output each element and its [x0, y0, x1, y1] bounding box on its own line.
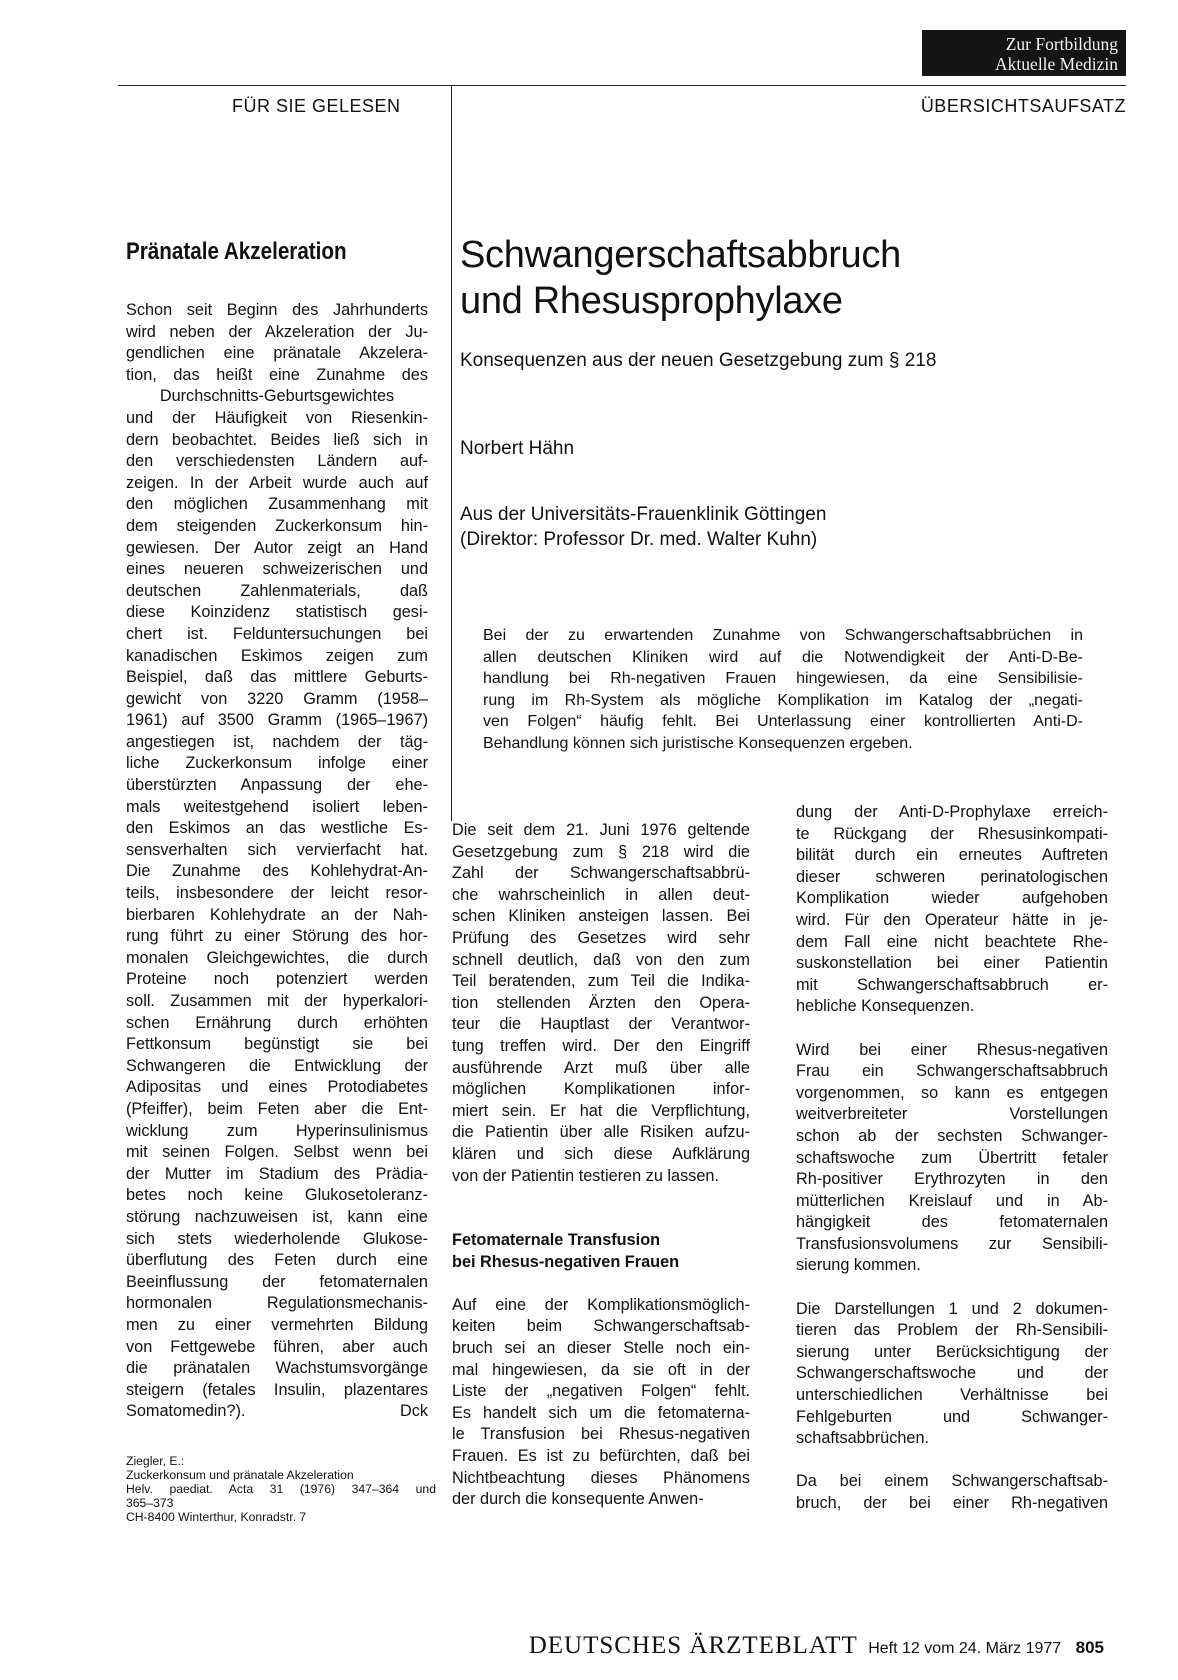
affiliation-line-2: (Direktor: Professor Dr. med. Walter Kuhn): [460, 529, 818, 550]
sidebar-line: Beeinflussung der fetomaternalen: [126, 1272, 428, 1291]
column-1-line: tion stellenden Ärzten den Opera-: [452, 993, 750, 1012]
column-2-line: tieren das Problem der Rh-Sensibili-: [796, 1321, 1108, 1340]
sidebar-line: hormonalen Regulationsmechanis-: [126, 1294, 428, 1313]
article-title-line-2: und Rhesusprophylaxe: [460, 280, 843, 322]
column-2-line: Frau ein Schwangerschaftsabbruch: [796, 1062, 1108, 1081]
column-1-line: miert sein. Er hat die Verpflichtung,: [452, 1101, 750, 1120]
sidebar-line: men zu einer vermehrten Bildung: [126, 1315, 428, 1334]
page-footer: [0, 1632, 1104, 1660]
column-2-paragraph-4: [796, 1471, 1108, 1514]
sidebar-line: schen Ernährung durch erhöhten: [126, 1013, 428, 1032]
column-1-line: der durch die konsequente Anwen-: [452, 1490, 704, 1509]
article-subtitle: Konsequenzen aus der neuen Gesetzgebung zum § 218: [460, 350, 937, 371]
section-badge: [922, 30, 1126, 76]
column-1-line: von der Patientin testieren zu lassen.: [452, 1166, 719, 1185]
column-2-paragraph-1: [796, 802, 1108, 1018]
column-1-line: Zahl der Schwangerschaftsabbrü-: [452, 864, 750, 883]
column-2-paragraph-2: [796, 1040, 1108, 1278]
abstract-line: handlung bei Rh-negativen Frauen hingewiesen, da eine Sensibilisie-: [483, 670, 1083, 688]
column-1-line: Frauen. Es ist zu befürchten, daß bei: [452, 1447, 750, 1466]
column-2-line: dem Fall eine nicht beachtete Rhe-: [796, 932, 1108, 951]
sidebar-line: Somatomedin?). Dck: [126, 1402, 428, 1421]
column-1-line: klären und sich diese Aufklärung: [452, 1144, 750, 1163]
sidebar-line: chert ist. Felduntersuchungen bei: [126, 624, 428, 643]
column-1-line: Prüfung des Gesetzes wird sehr: [452, 928, 750, 947]
sidebar-line: kanadischen Eskimos zeigen zum: [126, 646, 428, 665]
column-1-paragraph-1: [452, 820, 750, 1187]
column-1-line: Es handelt sich um die fetomaterna-: [452, 1403, 750, 1422]
column-2-line: sierung kommen.: [796, 1256, 921, 1275]
sidebar-line: deutschen Zahlenmaterials, daß: [126, 581, 428, 600]
column-2-line: Komplikation wieder aufgehoben: [796, 889, 1108, 908]
sidebar-line: steigern (fetales Insulin, plazentares: [126, 1380, 428, 1399]
column-1-line: Teil beratenden, zum Teil die Indika-: [452, 972, 750, 991]
sidebar-line: die pränatalen Wachstumsvorgänge: [126, 1359, 428, 1378]
sidebar-line: Schwangeren die Entwicklung der: [126, 1056, 428, 1075]
column-2-line: mütterlichen Kreislauf und in Ab-: [796, 1191, 1108, 1210]
sidebar-line: den Eskimos an das westliche Es-: [126, 819, 428, 838]
article-column-1: [452, 820, 750, 1511]
sidebar-line: der Mutter im Stadium des Prädia-: [126, 1164, 428, 1183]
column-2-line: sierung unter Berücksichtigung der: [796, 1342, 1108, 1361]
badge-line-2: Aktuelle Medizin: [995, 54, 1118, 74]
column-2-line: dung der Anti-D-Prophylaxe erreich-: [796, 803, 1108, 821]
column-1-line: schen Kliniken ansteigen lassen. Bei: [452, 907, 750, 926]
sidebar-line: Durchschnitts-Geburtsgewichtes: [159, 387, 395, 406]
article-abstract: [483, 625, 1083, 755]
column-1-line: die Patientin über alle Risiken aufzu-: [452, 1123, 750, 1142]
sidebar-line: Proteine noch potenziert werden: [126, 970, 428, 989]
sidebar-line: sich stets wiederholende Glukose-: [126, 1229, 428, 1248]
sidebar-line: gendlichen eine pränatale Akzelera-: [126, 344, 428, 363]
reference-line: Ziegler, E.:: [126, 1454, 185, 1468]
sidebar-line: Beispiel, daß das mittlere Geburts-: [126, 668, 428, 687]
sidebar-line: Schon seit Beginn des Jahrhunderts: [126, 301, 428, 319]
abstract-line: rung im Rh-System als mögliche Komplikation im Katalog der „negati-: [483, 691, 1083, 709]
reference-line: Zuckerkonsum und pränatale Akzeleration: [126, 1468, 354, 1482]
column-2-line: Da bei einem Schwangerschaftsab-: [796, 1472, 1108, 1491]
column-2-line: schaftsabbrüchen.: [796, 1429, 930, 1448]
column-1-line: Gesetzgebung zum § 218 wird die: [452, 842, 750, 861]
column-1-line: ausführende Arzt muß über alle: [452, 1058, 750, 1077]
sidebar-line: betes noch keine Glukosetoleranz-: [126, 1186, 428, 1205]
sidebar-line: den verschiedensten Ländern auf-: [126, 452, 428, 471]
sidebar-line: mals weitestgehend isoliert leben-: [126, 797, 428, 816]
sidebar-line: zeigen. In der Arbeit wurde auch auf: [126, 473, 428, 492]
sidebar-line: dern beobachtet. Beides ließ sich in: [126, 430, 428, 449]
affiliation-line-1: Aus der Universitäts-Frauenklinik Göttingen: [460, 504, 827, 525]
section-label-right: ÜBERSICHTSAUFSATZ: [920, 96, 1126, 116]
subheading-line-1: Fetomaternale Transfusion: [452, 1231, 661, 1250]
sidebar-title: Pränatale Akzeleration: [126, 238, 347, 265]
sidebar-line: liche Zuckerkonsum infolge einer: [126, 754, 428, 773]
column-1-line: che wahrscheinlich in allen deut-: [452, 885, 750, 904]
column-2-paragraph-3: [796, 1299, 1108, 1450]
column-2-line: Transfusionsvolumens zur Sensibili-: [796, 1234, 1108, 1253]
sidebar-line: Adipositas und eines Protodiabetes: [126, 1078, 428, 1097]
badge-line-1: Zur Fortbildung: [1005, 34, 1118, 54]
sidebar-line: den möglichen Zusammenhang mit: [126, 495, 428, 514]
sidebar-line: gewicht von 3220 Gramm (1958–: [126, 689, 428, 708]
sidebar-line: wird neben der Akzeleration der Ju-: [126, 322, 428, 341]
column-1-paragraph-2: [452, 1295, 750, 1511]
sidebar-line: angestiegen ist, nachdem der täg-: [126, 732, 428, 751]
sidebar-line: monalen Gleichgewichtes, die durch: [126, 948, 428, 967]
column-divider: [451, 85, 452, 821]
abstract-line: ven Folgen“ häufig fehlt. Bei Unterlassung einer kontrollierten Anti-D-: [483, 713, 1083, 731]
column-2-line: hebliche Konsequenzen.: [796, 997, 975, 1016]
footer-issue: Heft 12 vom 24. März 1977: [868, 1640, 1062, 1657]
sidebar-line: störung nachzuweisen ist, kann eine: [126, 1207, 428, 1226]
sidebar-reference: [126, 1454, 436, 1524]
column-2-line: hängigkeit des fetomaternalen: [796, 1213, 1108, 1232]
reference-line: Helv. paediat. Acta 31 (1976) 347–364 und: [126, 1482, 436, 1496]
sidebar-line: tion, das heißt eine Zunahme des: [126, 365, 428, 384]
sidebar-line: teils, insbesondere der leicht resor-: [126, 884, 428, 903]
column-2-line: weitverbreiteter Vorstellungen: [796, 1105, 1108, 1124]
sidebar-line: (Pfeiffer), beim Feten aber die Ent-: [126, 1099, 428, 1118]
article-affiliation: [460, 502, 826, 552]
column-2-line: vorgenommen, so kann es entgegen: [796, 1083, 1108, 1102]
reference-line: CH-8400 Winterthur, Konradstr. 7: [126, 1510, 307, 1524]
column-2-line: unterschiedlichen Verhältnisse bei: [796, 1386, 1108, 1405]
header-rule: [118, 85, 1126, 86]
sidebar-line: von Fettgewebe führen, aber auch: [126, 1337, 428, 1356]
column-1-line: möglichen Komplikationen infor-: [452, 1080, 750, 1099]
sidebar-line: Fettkonsum begünstigt sie bei: [126, 1035, 428, 1054]
sidebar-line: mit seinen Folgen. Selbst wenn bei: [126, 1143, 428, 1162]
column-1-line: keiten beim Schwangerschaftsab-: [452, 1317, 750, 1336]
column-1-line: Liste der „negativen Folgen“ fehlt.: [452, 1382, 750, 1401]
sidebar-line: Die Zunahme des Kohlehydrat-An-: [126, 862, 428, 881]
article-column-2: [796, 802, 1108, 1515]
sidebar-line: überstürzten Anpassung der ehe-: [126, 776, 428, 795]
column-2-line: Fehlgeburten und Schwanger-: [796, 1407, 1108, 1426]
reference-line: 365–373: [126, 1496, 174, 1510]
sidebar-line: 1961) auf 3500 Gramm (1965–1967): [126, 711, 428, 730]
column-2-line: bilität durch ein erneutes Auftreten: [796, 846, 1108, 865]
footer-page-number: 805: [1075, 1638, 1104, 1657]
column-1-line: teur die Hauptlast der Verantwor-: [452, 1015, 750, 1034]
subheading: [452, 1230, 750, 1273]
sidebar-line: diese Koinzidenz statistisch gesi-: [126, 603, 428, 622]
column-2-line: Wird bei einer Rhesus-negativen: [796, 1040, 1108, 1059]
sidebar-line: soll. Zusammen mit der hyperkalori-: [126, 992, 428, 1010]
column-1-line: schnell deutlich, daß von den zum: [452, 950, 750, 969]
column-2-line: schon ab der sechsten Schwanger-: [796, 1126, 1108, 1145]
abstract-line: allen deutschen Kliniken wird auf die Notwendigkeit der Anti-D-Be-: [483, 648, 1083, 666]
sidebar-body: [126, 300, 428, 1423]
column-2-line: Rh-positiver Erythrozyten in den: [796, 1170, 1108, 1189]
section-label-left: FÜR SIE GELESEN: [232, 96, 401, 116]
footer-journal: DEUTSCHES ÄRZTEBLATT: [528, 1632, 858, 1659]
column-1-line: Auf eine der Komplikationsmöglich-: [452, 1295, 750, 1314]
column-2-line: mit Schwangerschaftsabbruch er-: [796, 975, 1108, 994]
column-1-line: Die seit dem 21. Juni 1976 geltende: [452, 821, 750, 839]
column-2-line: te Rückgang der Rhesusinkompati-: [796, 824, 1108, 843]
sidebar-line: sensverhalten sich vervierfacht hat.: [126, 840, 428, 859]
sidebar-line: und der Häufigkeit von Riesenkin-: [126, 408, 428, 427]
column-1-line: Nichtbeachtung dieses Phänomens: [452, 1468, 750, 1487]
column-2-line: Schwangerschaftswoche und der: [796, 1364, 1108, 1383]
column-2-line: Die Darstellungen 1 und 2 dokumen-: [796, 1299, 1108, 1318]
column-2-line: suskonstellation bei einer Patientin: [796, 954, 1108, 973]
article-title-line-1: Schwangerschaftsabbruch: [460, 234, 901, 276]
column-2-line: wird. Für den Operateur hätte in je-: [796, 910, 1108, 929]
column-1-line: tung treffen wird. Der den Eingriff: [452, 1036, 750, 1055]
column-1-line: bruch sei an dieser Stelle noch ein-: [452, 1339, 750, 1358]
sidebar-line: eines neueren schweizerischen und: [126, 560, 428, 579]
sidebar-line: wicklung zum Hyperinsulinismus: [126, 1121, 428, 1140]
article-author: Norbert Hähn: [460, 438, 575, 459]
column-2-line: schaftswoche zum Übertritt fetaler: [796, 1148, 1108, 1167]
sidebar-line: bierbaren Kohlehydrate an der Nah-: [126, 905, 428, 924]
sidebar-line: rung führt zu einer Störung des hor-: [126, 927, 428, 946]
sidebar-line: gewiesen. Der Autor zeigt an Hand: [126, 538, 428, 557]
column-1-line: le Transfusion bei Rhesus-negativen: [452, 1425, 750, 1444]
column-2-line: bruch, der bei einer Rh-negativen: [796, 1494, 1108, 1512]
column-1-line: mal hingewiesen, da sie oft in der: [452, 1360, 750, 1379]
sidebar-line: dem steigenden Zuckerkonsum hin-: [126, 516, 428, 535]
sidebar-line: überflutung des Feten durch eine: [126, 1251, 428, 1270]
subheading-line-2: bei Rhesus-negativen Frauen: [452, 1252, 680, 1271]
abstract-line: Bei der zu erwartenden Zunahme von Schwangerschaftsabbrüchen in: [483, 627, 1083, 644]
column-2-line: dieser schweren perinatologischen: [796, 867, 1108, 886]
article-title: [460, 232, 901, 324]
abstract-line: Behandlung können sich juristische Konsequenzen ergeben.: [483, 734, 913, 752]
